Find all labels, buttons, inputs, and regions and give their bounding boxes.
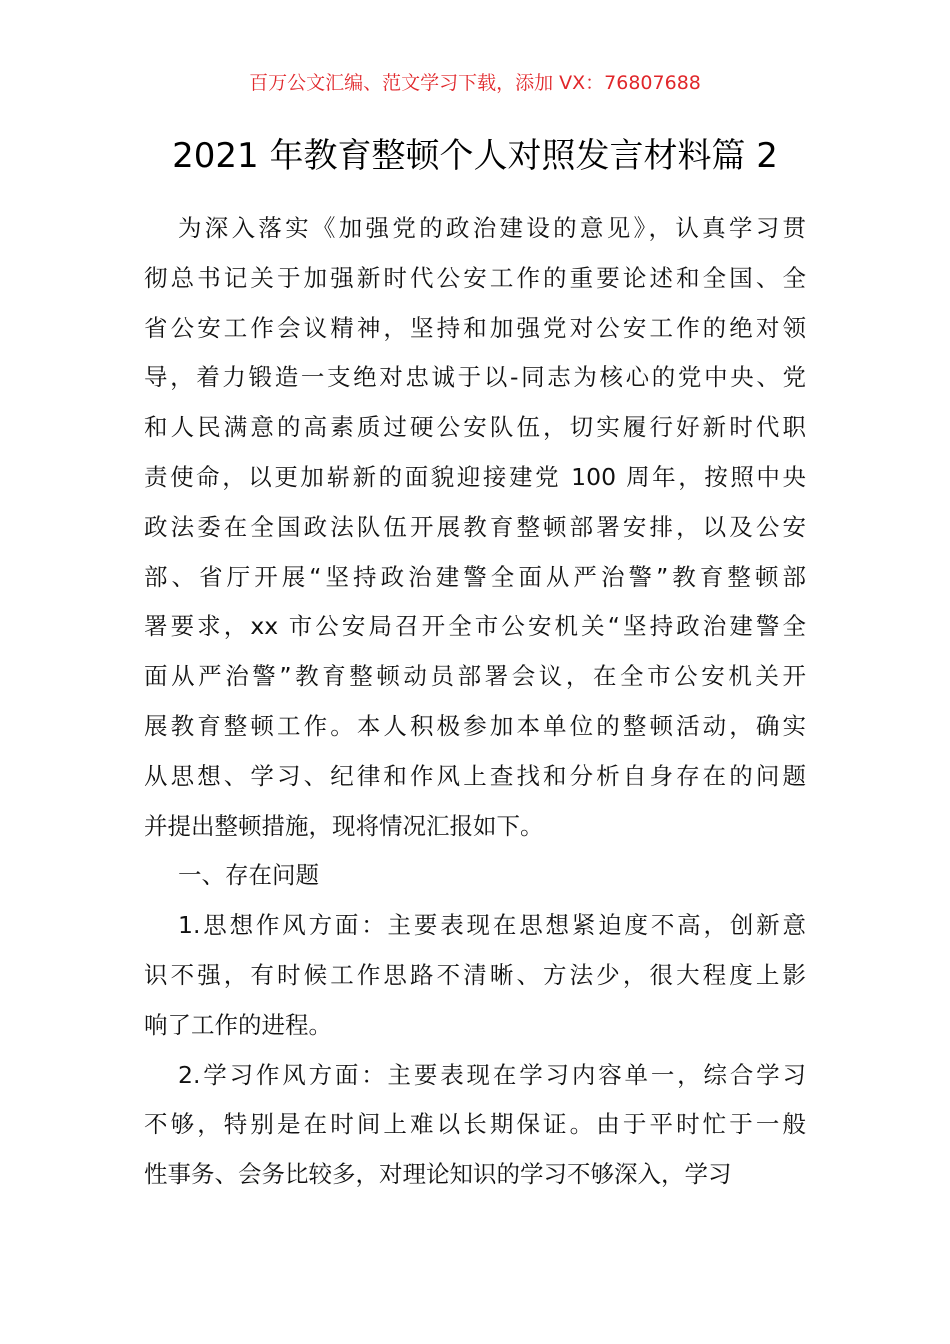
paragraph-line: 责使命，以更加崭新的面貌迎接建党 100 周年，按照中央 — [144, 462, 806, 491]
paragraph-line: 1.思想作风方面：主要表现在思想紧迫度不高，创新意 — [178, 911, 806, 940]
paragraph-line: 面从严治警”教育整顿动员部署会议，在全市公安机关开 — [144, 662, 806, 691]
paragraph-line: 彻总书记关于加强新时代公安工作的重要论述和全国、全 — [144, 263, 806, 292]
promo-header: 百万公文汇编、范文学习下载，添加 VX：76807688 — [249, 72, 701, 94]
paragraph-line: 从思想、学习、纪律和作风上查找和分析自身存在的问题 — [144, 761, 806, 790]
paragraph-line: 识不强，有时候工作思路不清晰、方法少，很大程度上影 — [144, 960, 806, 989]
paragraph — [144, 851, 806, 901]
paragraph-line: 响了工作的进程。 — [144, 1010, 332, 1039]
paragraph — [144, 901, 806, 1050]
paragraph — [144, 204, 806, 851]
paragraph-line: 导，着力锻造一支绝对忠诚于以-同志为核心的党中央、党 — [144, 363, 806, 392]
paragraph-line: 为深入落实《加强党的政治建设的意见》，认真学习贯 — [178, 214, 806, 242]
paragraph-line: 不够，特别是在时间上难以长期保证。由于平时忙于一般 — [144, 1110, 806, 1139]
paragraph-line: 省公安工作会议精神，坚持和加强党对公安工作的绝对领 — [144, 313, 806, 342]
document-body — [144, 204, 806, 1200]
paragraph-line: 部、省厅开展“坚持政治建警全面从严治警”教育整顿部 — [144, 562, 806, 591]
paragraph-line: 和人民满意的高素质过硬公安队伍，切实履行好新时代职 — [144, 413, 806, 442]
paragraph-line: 政法委在全国政法队伍开展教育整顿部署安排，以及公安 — [144, 512, 806, 541]
paragraph-line: 2.学习作风方面：主要表现在学习内容单一，综合学习 — [178, 1060, 806, 1089]
paragraph-line: 性事务、会务比较多，对理论知识的学习不够深入，学习 — [144, 1160, 732, 1189]
paragraph-line: 展教育整顿工作。本人积极参加本单位的整顿活动，确实 — [144, 711, 806, 740]
paragraph-line: 并提出整顿措施，现将情况汇报如下。 — [144, 811, 544, 840]
paragraph-line: 署要求，xx 市公安局召开全市公安机关“坚持政治建警全 — [144, 612, 806, 641]
document-title: 2021 年教育整顿个人对照发言材料篇 2 — [172, 136, 778, 176]
paragraph — [144, 1051, 806, 1200]
paragraph-line: 一、存在问题 — [178, 861, 319, 890]
